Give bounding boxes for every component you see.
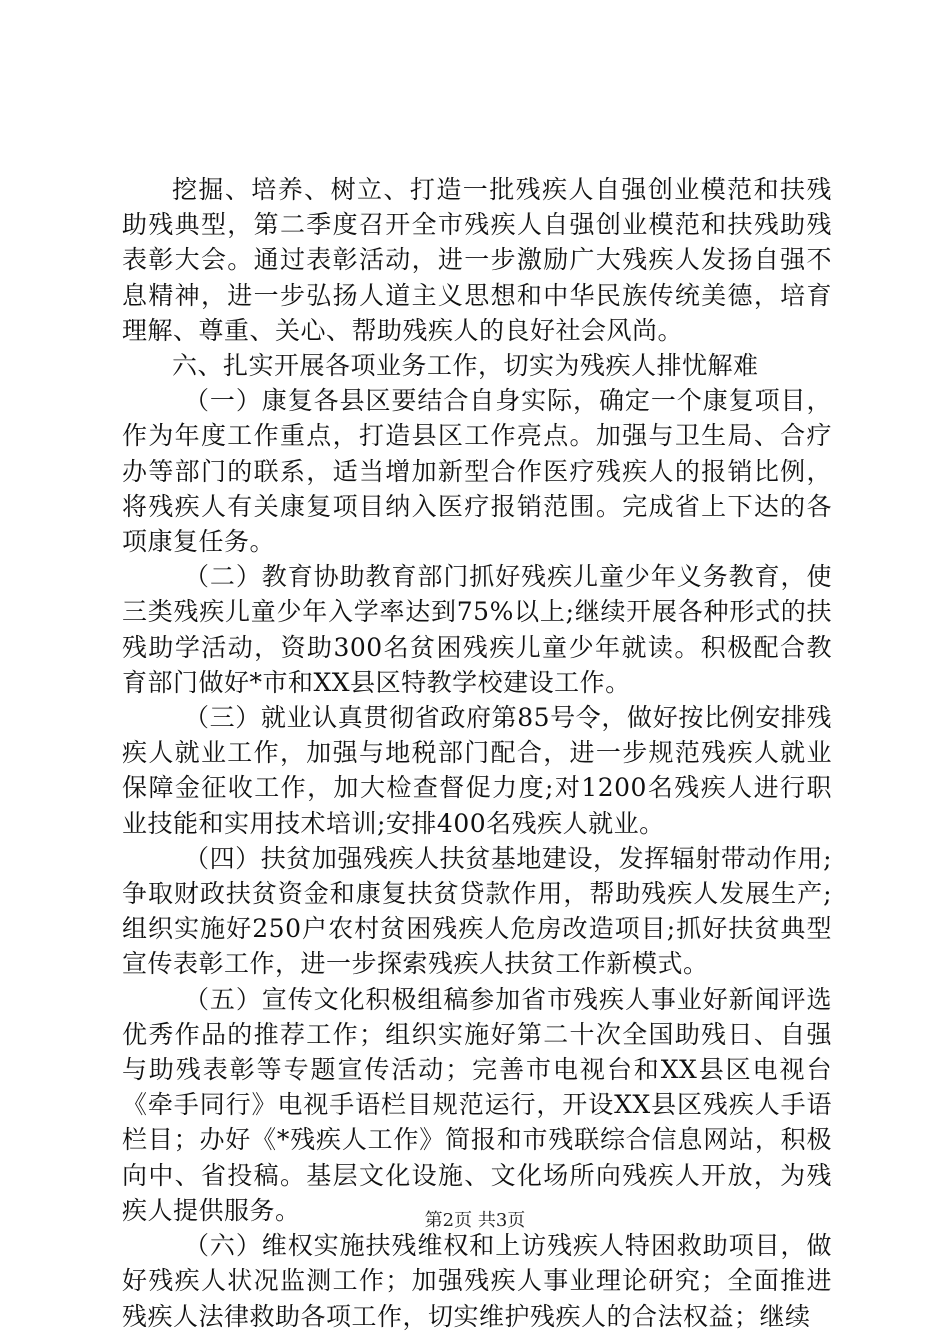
paragraph-rights-protection: （六）维权实施扶残维权和上访残疾人特困救助项目，做好残疾人状况监测工作；加强残疾人事业理论研究；全面推进残疾人法律救助各项工作，切实维护残疾人的合法权益；继续 (122, 1231, 832, 1331)
paragraph-employment: （三）就业认真贯彻省政府第85号令，做好按比例安排残疾人就业工作，加强与地税部门配合，进一步规范残疾人就业保障金征收工作，加大检查督促力度;对1200名残疾人进行职业技能和实用技术培训;安排400名残疾人就业。 (122, 703, 832, 838)
section-heading-six: 六、扎实开展各项业务工作，切实为残疾人排忧解难 (172, 351, 759, 381)
paragraph-education: （二）教育协助教育部门抓好残疾儿童少年义务教育，使三类残疾儿童少年入学率达到75%以上;继续开展各种形式的扶残助学活动，资助300名贫困残疾儿童少年就读。积极配合教育部门做好*市和XX县区特教学校建设工作。 (122, 562, 832, 697)
paragraph-publicity-culture: （五）宣传文化积极组稿参加省市残疾人事业好新闻评选优秀作品的推荐工作；组织实施好第二十次全国助残日、自强与助残表彰等专题宣传活动；完善市电视台和XX县区电视台《牵手同行》电视手语栏目规范运行，开设XX县区残疾人手语栏目；办好《*残疾人工作》简报和市残联综合信息网站，积极向中、省投稿。基层文化设施、文化场所向残疾人开放，为残疾人提供服务。 (122, 984, 832, 1225)
paragraph-rehabilitation: （一）康复各县区要结合自身实际，确定一个康复项目，作为年度工作重点，打造县区工作亮点。加强与卫生局、合疗办等部门的联系，适当增加新型合作医疗残疾人的报销比例，将残疾人有关康复项目纳入医疗报销范围。完成省上下达的各项康复任务。 (122, 386, 832, 557)
paragraph-poverty-relief: （四）扶贫加强残疾人扶贫基地建设，发挥辐射带动作用;争取财政扶贫资金和康复扶贫贷款作用，帮助残疾人发展生产;组织实施好250户农村贫困残疾人危房改造项目;抓好扶贫典型宣传表彰工作，进一步探索残疾人扶贫工作新模式。 (122, 843, 832, 979)
document-body (122, 172, 832, 1334)
page-number-footer: 第2页 共3页 (424, 1210, 526, 1231)
paragraph-commendation: 挖掘、培养、树立、打造一批残疾人自强创业模范和扶残助残典型，第二季度召开全市残疾人自强创业模范和扶残助残表彰大会。通过表彰活动，进一步激励广大残疾人发扬自强不息精神，进一步弘扬人道主义思想和中华民族传统美德，培育理解、尊重、关心、帮助残疾人的良好社会风尚。 (122, 175, 832, 345)
